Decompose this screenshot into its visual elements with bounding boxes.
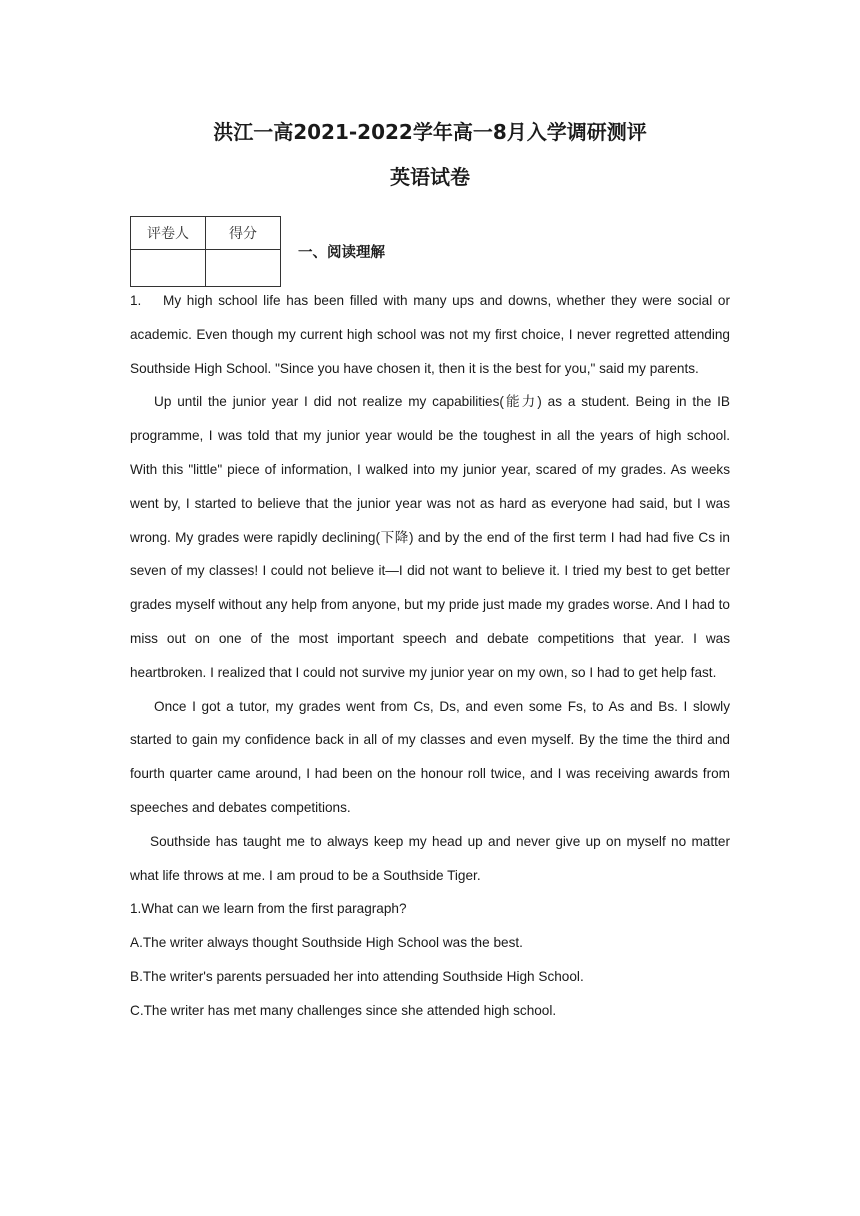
passage-paragraph-3: Once I got a tutor, my grades went from Cs, Ds, and even some Fs, to As and Bs. I slowly started to gain my confidence back in all of my classes and even myself. By the time the third and fourth quarter came around, I had been on the honour roll twice, and I was receiving awards from speeches and debates competitions.	[130, 698, 730, 815]
reading-passage	[130, 284, 730, 1028]
section-heading: 一、阅读理解	[298, 245, 385, 261]
score-cell	[206, 250, 281, 287]
exam-subtitle: 英语试卷	[390, 165, 470, 189]
passage-number: 1.	[130, 293, 142, 308]
option-b: B.The writer's parents persuaded her into attending Southside High School.	[130, 968, 584, 984]
passage-paragraph-2: Up until the junior year I did not realize my capabilities(能力) as a student. Being in the IB programme, I was told that my junior year would be the toughest in all the years of high school. With this "little" piece of information, I walked into my junior year, scared of my grades. As weeks went by, I started to believe that the junior year was not as hard as everyone had said, but I was wrong. My grades were rapidly declining(下降) and by the end of the first term I had had five Cs in seven of my classes! I could not believe it—I did not want to believe it. I tried my best to get better grades myself without any help from anyone, but my pride just made my grades worse. And I had to miss out on one of the most important speech and debate competitions that year. I was heartbroken. I realized that I could not survive my junior year on my own, so I had to get help fast.	[130, 394, 730, 680]
exam-title: 洪江一高2021-2022学年高一8月入学调研测评	[213, 120, 647, 144]
score-table	[130, 216, 281, 287]
grader-cell	[131, 250, 206, 287]
score-header: 得分	[206, 217, 281, 250]
passage-paragraph-1	[130, 284, 730, 385]
paragraph-1-text: My high school life has been filled with many ups and downs, whether they were social or academic. Even though my current high school was not my first choice, I never regretted attending Southside High School. "Since you have chosen it, then it is the best for you," said my parents.	[130, 293, 730, 376]
question-stem: 1.What can we learn from the first paragraph?	[130, 901, 407, 917]
grader-header: 评卷人	[131, 217, 206, 250]
passage-paragraph-4: Southside has taught me to always keep my head up and never give up on myself no matter what life throws at me. I am proud to be a Southside Tiger.	[130, 833, 730, 883]
option-a: A.The writer always thought Southside High School was the best.	[130, 935, 523, 951]
option-c: C.The writer has met many challenges since she attended high school.	[130, 1002, 557, 1018]
